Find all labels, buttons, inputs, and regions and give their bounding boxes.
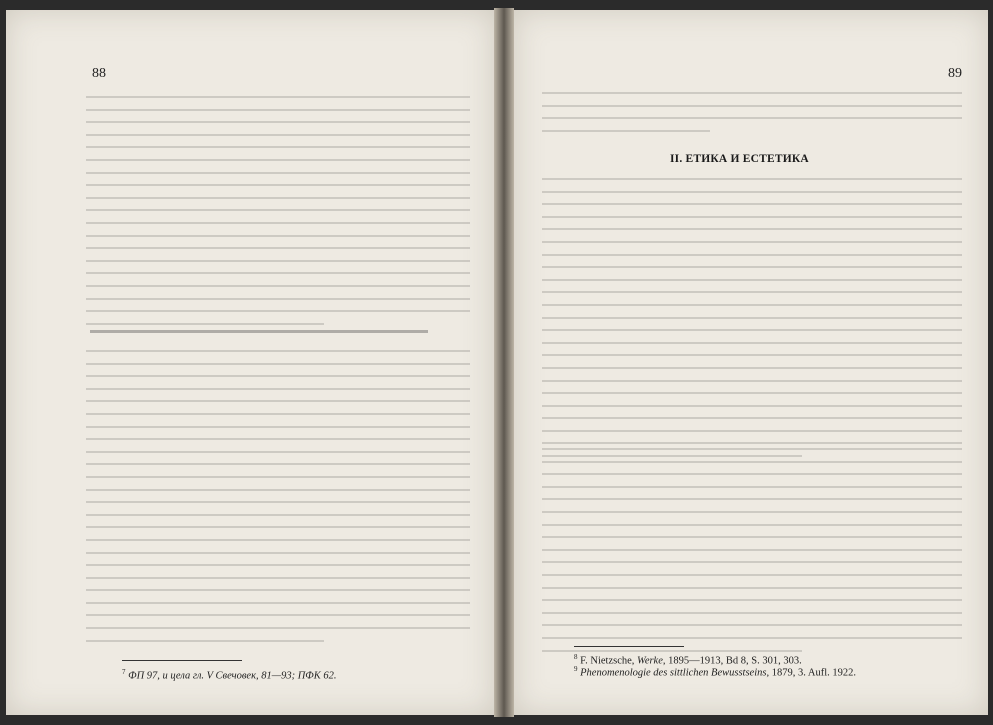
body-text (542, 178, 962, 468)
body-text (86, 350, 470, 652)
left-page (6, 10, 494, 715)
section-heading: II. ЕТИКА И ЕСТЕТИКА (670, 153, 809, 165)
page-number: 88 (92, 66, 106, 81)
right-page (514, 10, 988, 715)
book-gutter (494, 8, 514, 717)
body-text (86, 96, 470, 335)
footnote: $^9$ Phenomenologie des sittlichen Bewusstseins, 1879, 3. Aufl. 1922. (574, 665, 857, 679)
footnote: $^7$ ФП 97, и цела гл. V Свечовек, 81—93; ПФК 62. (122, 668, 337, 682)
body-text (542, 92, 962, 142)
page-number: 89 (948, 66, 962, 81)
footnote: $^8$ F. Nietzsche, Werke, 1895—1913, Bd 8, S. 301, 303. (574, 653, 802, 667)
footnote-rule (122, 660, 242, 661)
subsection-heading-placeholder (86, 330, 470, 344)
footnote-rule (574, 646, 684, 647)
body-text (542, 448, 962, 662)
